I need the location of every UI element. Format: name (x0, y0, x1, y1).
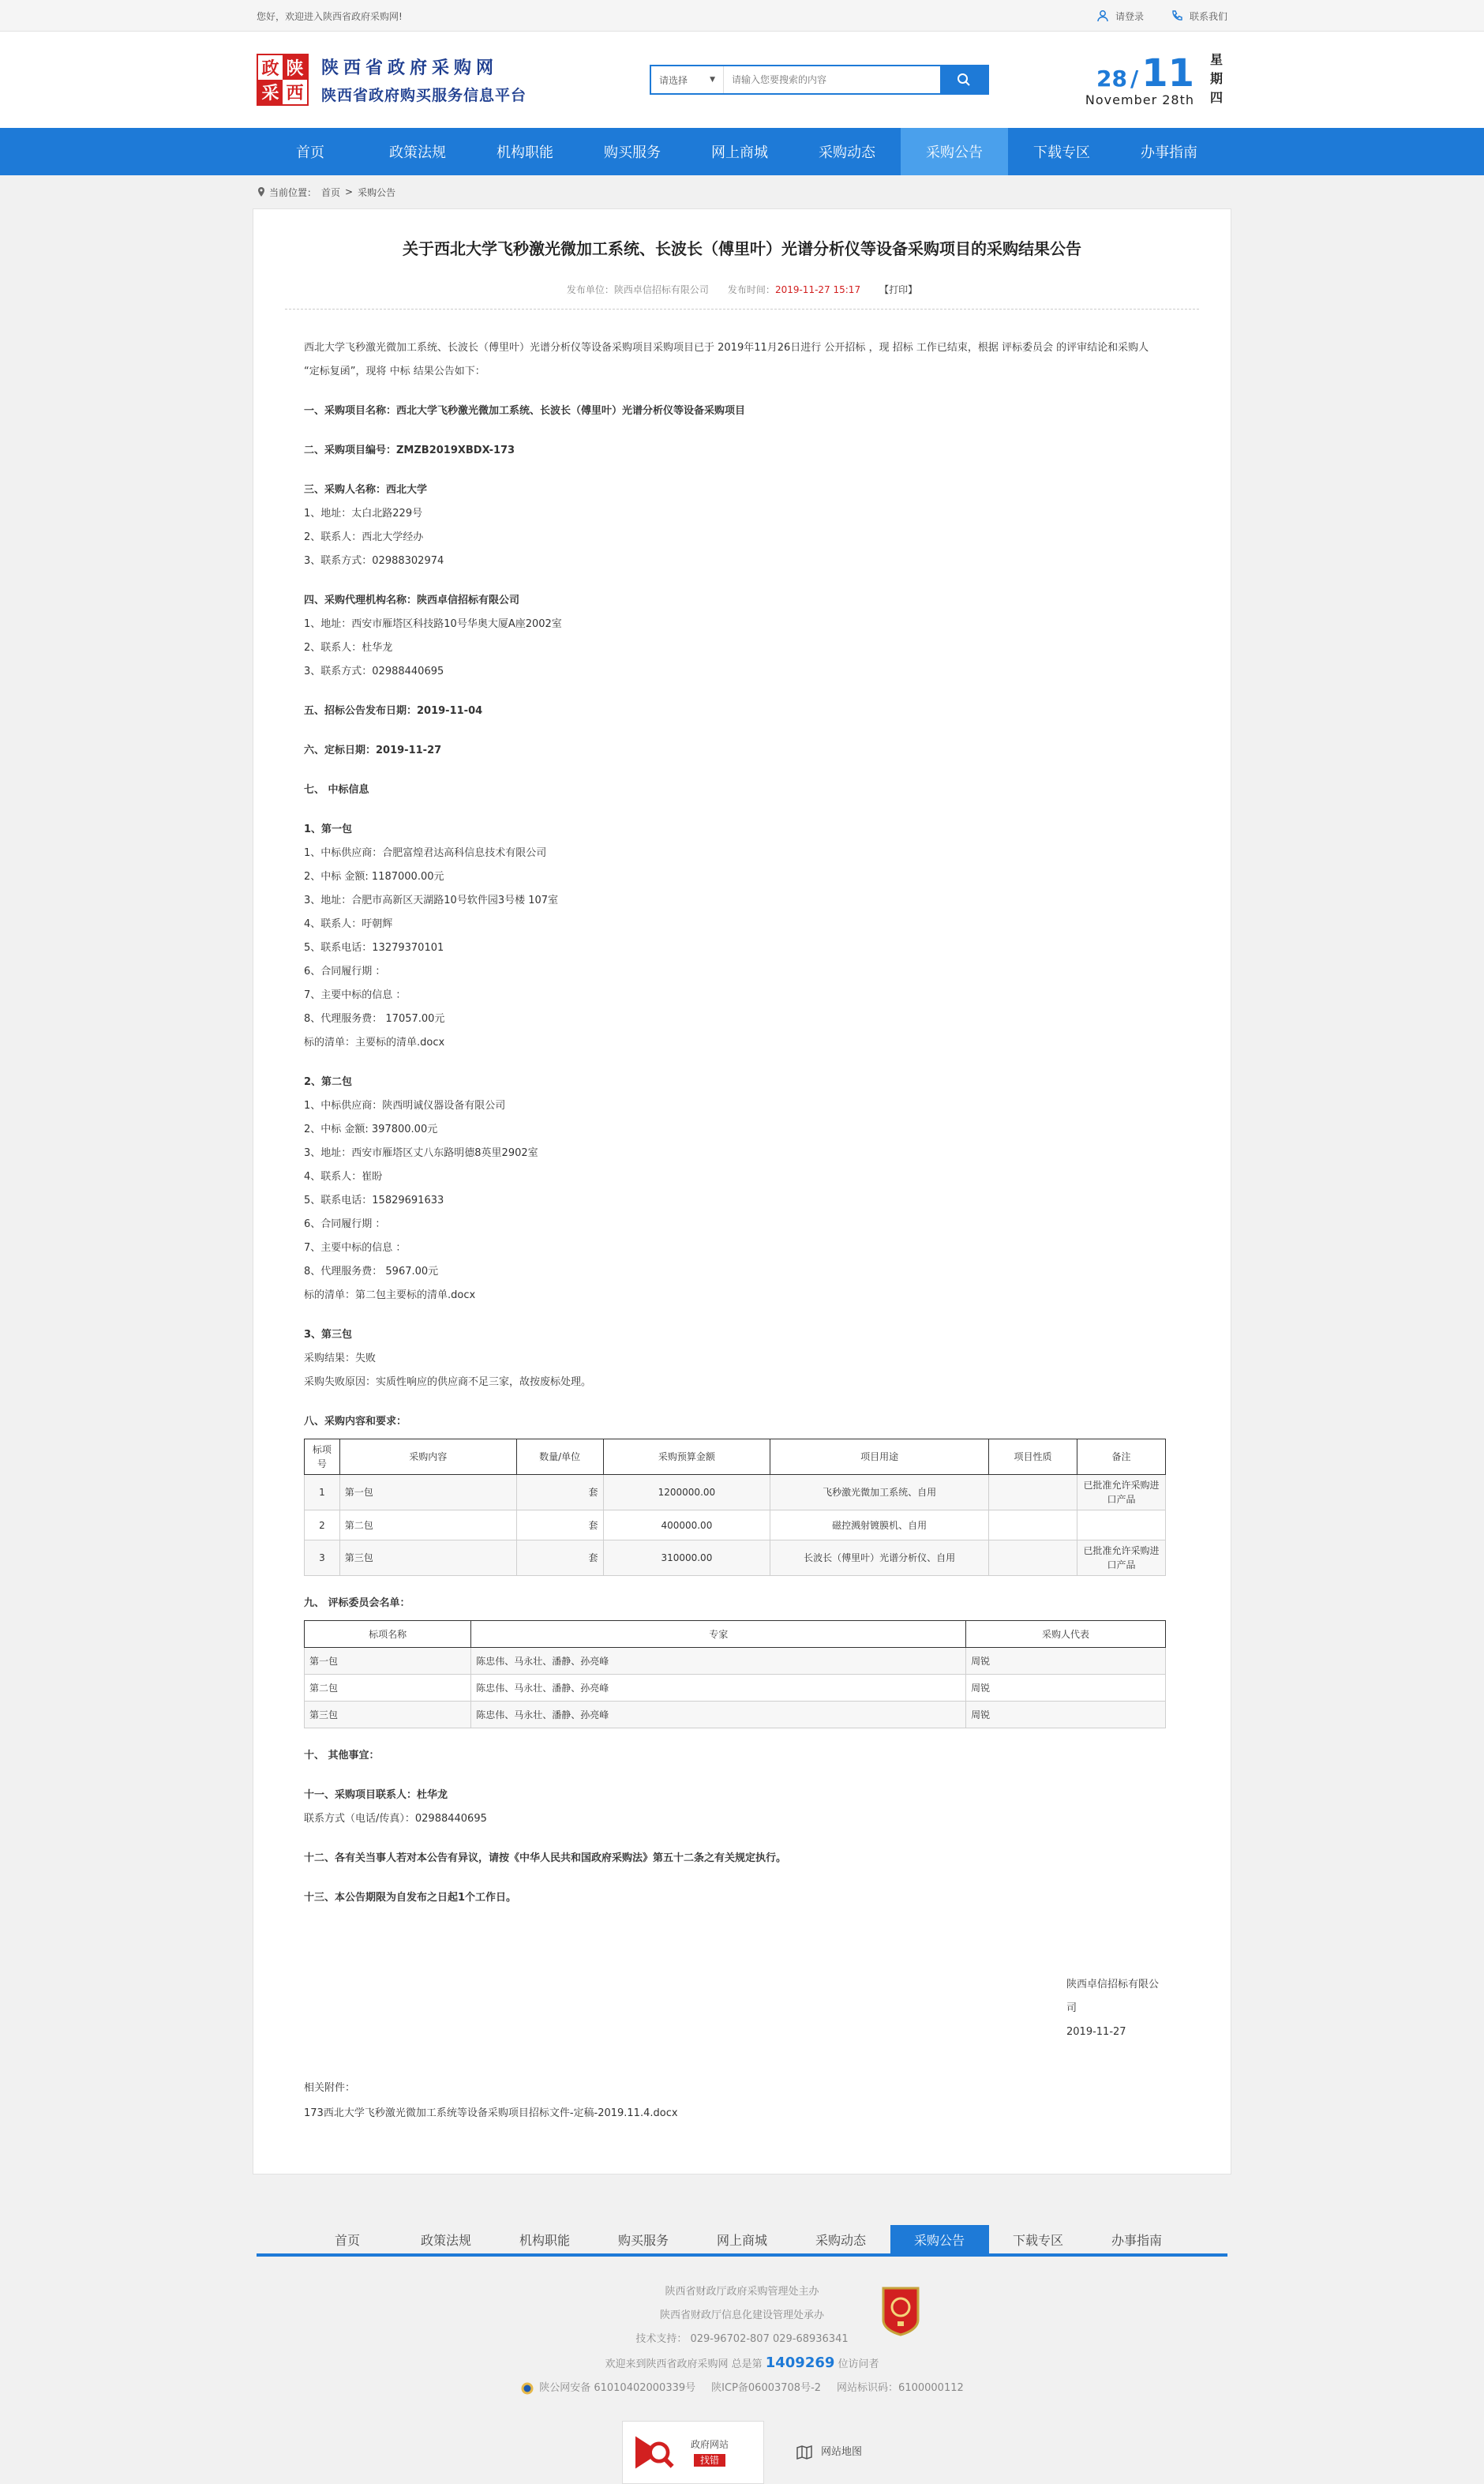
table-cell: 磁控溅射镀膜机、自用 (770, 1510, 989, 1540)
table-cell: 飞秒激光微加工系统、自用 (770, 1475, 989, 1510)
table-header-cell: 专家 (471, 1621, 966, 1648)
logo-char: 采 (258, 80, 283, 104)
date-widget (1085, 51, 1227, 107)
weekday-char: 星 (1210, 52, 1224, 67)
pubtime-value: 2019-11-27 15:17 (774, 284, 861, 295)
logo-char: 西 (283, 80, 307, 104)
body-line: 1、地址：西安市雁塔区科技路10号华奥大厦A座2002室 (304, 618, 562, 630)
attachments (304, 2076, 1166, 2126)
section-heading: 九、 评标委员会名单： (304, 1597, 410, 1609)
table-cell: 第二包 (339, 1510, 516, 1540)
weekday-char: 期 (1210, 71, 1224, 86)
footer-records (257, 2377, 1227, 2400)
date-slash: / (1130, 65, 1139, 92)
site-title (321, 54, 527, 105)
body-line: 2、联系人：杜华龙 (304, 642, 393, 654)
table-row (305, 1475, 1166, 1510)
pubtime-label: 发布时间： (727, 284, 775, 295)
body-line: 标的清单：第二包主要标的清单.docx (304, 1289, 476, 1301)
sitemap-label: 网站地图 (820, 2446, 862, 2458)
table-cell: 第一包 (305, 1648, 471, 1675)
nav-item[interactable]: 首页 (296, 144, 324, 161)
body-line: 3、地址：合肥市高新区天湖路10号软件园3号楼 107室 (304, 895, 559, 906)
body-line: 4、联系人：吁朝辉 (304, 918, 393, 930)
top-bar (0, 0, 1484, 32)
table-cell: 周锐 (966, 1675, 1166, 1702)
table-row (305, 1648, 1166, 1675)
phone-icon (1171, 9, 1183, 22)
error-report-top: 政府网站 (690, 2439, 729, 2450)
main-nav (0, 128, 1484, 175)
attachments-label: 相关附件： (304, 2082, 356, 2094)
caret-down-icon: ▼ (710, 76, 715, 84)
date-weekday (1210, 51, 1227, 107)
table-cell: 周锐 (966, 1648, 1166, 1675)
logo-char: 政 (258, 55, 283, 80)
nav-item[interactable]: 采购公告 (901, 128, 1008, 175)
section-heading: 八、采购内容和要求： (304, 1416, 407, 1428)
body-line: 2、联系人：西北大学经办 (304, 531, 424, 543)
police-badge-icon (520, 2381, 534, 2396)
table-header-cell: 备注 (1077, 1439, 1165, 1475)
footer-nav-item[interactable]: 采购动态 (815, 2232, 866, 2248)
nav-item[interactable]: 购买服务 (604, 144, 661, 161)
table-cell: 陈忠伟、马永壮、潘静、孙亮峰 (471, 1675, 966, 1702)
table-cell: 已批准允许采购进口产品 (1077, 1540, 1165, 1576)
table-cell: 2 (305, 1510, 340, 1540)
table-cell: 套 (516, 1540, 603, 1576)
breadcrumb-home[interactable]: 首页 (321, 186, 341, 198)
body-line: 联系方式（电话/传真）：02988440695 (304, 1813, 487, 1825)
table-cell (989, 1510, 1077, 1540)
table-cell: 第二包 (305, 1675, 471, 1702)
signature-org: 陕西卓信招标有限公司 (1066, 1979, 1160, 2014)
body-line: 6、合同履行期 ： (304, 1218, 386, 1230)
table-header-cell: 标项号 (305, 1439, 340, 1475)
breadcrumb-separator: > (345, 186, 354, 197)
table-cell: 已批准允许采购进口产品 (1077, 1475, 1165, 1510)
table-header-cell: 项目用途 (770, 1439, 989, 1475)
search-icon (957, 73, 971, 87)
location-pin-icon (257, 186, 266, 197)
footer-nav (257, 2225, 1227, 2257)
footer-nav-item[interactable]: 政策法规 (420, 2232, 471, 2248)
body-line: 3、地址：西安市雁塔区丈八东路明德8英里2902室 (304, 1147, 538, 1159)
table-cell: 陈忠伟、马永壮、潘静、孙亮峰 (471, 1702, 966, 1728)
footer-nav-item[interactable]: 首页 (334, 2232, 360, 2248)
article-card (253, 208, 1231, 2174)
article-body (285, 336, 1199, 2126)
section-heading: 七、 中标信息 (304, 784, 369, 796)
body-line: 7、主要中标的信息 ： (304, 989, 407, 1001)
footer-nav-item[interactable]: 采购公告 (890, 2225, 989, 2253)
section-heading: 五、招标公告发布日期：2019-11-04 (304, 705, 483, 717)
contact-link[interactable] (1171, 9, 1227, 23)
header (0, 32, 1484, 128)
article-pubtime (728, 283, 860, 296)
table-header-cell: 标项名称 (305, 1621, 471, 1648)
table-cell: 310000.00 (603, 1540, 770, 1576)
body-line: 8、代理服务费： 5967.00元 (304, 1266, 439, 1278)
nav-item[interactable]: 网上商城 (711, 144, 768, 161)
print-button[interactable]: 【打印】 (879, 284, 918, 295)
body-line: 3、联系方式：02988302974 (304, 555, 444, 567)
table-cell (989, 1540, 1077, 1576)
article-title: 关于西北大学飞秒激光微加工系统、长波长（傅里叶）光谱分析仪等设备采购项目的采购结果公告 (403, 239, 1081, 258)
body-line: 4、联系人：崔盼 (304, 1171, 383, 1183)
visitors-prefix: 欢迎来到陕西省政府采购网 总是第 (605, 2358, 763, 2370)
site-logo[interactable] (257, 54, 309, 106)
breadcrumb (257, 175, 1227, 208)
body-line: 2、中标 金额: 397800.00元 (304, 1124, 438, 1135)
footer-nav-item[interactable]: 网上商城 (716, 2232, 767, 2248)
table-row (305, 1702, 1166, 1728)
date-month: 11 (1141, 51, 1194, 96)
icp-record[interactable]: 陕ICP备06003708号-2 (711, 2382, 822, 2394)
search-button[interactable] (940, 66, 987, 93)
table-cell: 长波长（傅里叶）光谱分析仪、自用 (770, 1540, 989, 1576)
table-header-cell: 采购内容 (339, 1439, 516, 1475)
body-line: 1、中标供应商：合肥富煌君达高科信息技术有限公司 (304, 847, 547, 859)
section-heading: 二、采购项目编号：ZMZB2019XBDX-173 (304, 445, 515, 456)
article-meta (285, 283, 1199, 296)
footer-tech: 技术支持： 029-96702-807 029-68936341 (635, 2333, 849, 2345)
footer-visitors (257, 2351, 1227, 2377)
table-header-cell: 采购人代表 (966, 1621, 1166, 1648)
body-line: 8、代理服务费： 17057.00元 (304, 1013, 445, 1025)
section-heading: 四、采购代理机构名称：陕西卓信招标有限公司 (304, 595, 520, 606)
welcome-text: 您好，欢迎进入陕西省政府采购网! (257, 10, 403, 22)
body-line: 1、地址：太白北路229号 (304, 508, 423, 520)
nav-item[interactable]: 下载专区 (1033, 144, 1090, 161)
article-publisher: 发布单位：陕西卓信招标有限公司 (566, 284, 709, 295)
body-line: 采购失败原因：实质性响应的供应商不足三家，故按废标处理。 (304, 1376, 592, 1388)
section-heading: 六、定标日期：2019-11-27 (304, 745, 442, 756)
section-heading: 十、 其他事宜： (304, 1750, 380, 1762)
nav-item[interactable]: 机构职能 (497, 144, 553, 161)
nav-item[interactable]: 办事指南 (1141, 144, 1197, 161)
contact-label: 联系我们 (1189, 10, 1227, 22)
site-code: 网站标识码：6100000112 (837, 2382, 964, 2394)
body-line: 3、联系方式：02988440695 (304, 666, 444, 677)
user-icon (1096, 9, 1109, 22)
footer-info (257, 2280, 1227, 2484)
site-title-main: 陕西省政府采购网 (321, 58, 499, 78)
table-header-cell: 项目性质 (989, 1439, 1077, 1475)
body-line: 7、主要中标的信息 ： (304, 1242, 407, 1254)
party-emblem-icon (880, 2287, 921, 2336)
police-record-text: 陕公网安备 61010402000339号 (539, 2382, 696, 2394)
package-heading: 2、第二包 (304, 1076, 353, 1088)
footer-host: 陕西省财政厅政府采购管理处主办 (665, 2286, 819, 2298)
login-link[interactable] (1096, 9, 1144, 23)
section-heading: 十一、采购项目联系人：杜华龙 (304, 1789, 448, 1801)
table-row (305, 1675, 1166, 1702)
visitor-count: 1409269 (765, 2355, 835, 2371)
login-label: 请登录 (1115, 10, 1144, 22)
table-row (305, 1510, 1166, 1540)
body-line: 1、中标供应商：陕西明诚仪器设备有限公司 (304, 1100, 506, 1112)
table-header-cell: 数量/单位 (516, 1439, 603, 1475)
search-input[interactable] (724, 66, 940, 93)
gov-site-error-report[interactable] (622, 2421, 764, 2484)
search-category-label: 请选择 (659, 74, 688, 86)
meta-divider (285, 309, 1199, 310)
article-intro: 西北大学飞秒激光微加工系统、长波长（傅里叶）光谱分析仪等设备采购项目采购项目已于 2019年11月26日进行 公开招标 ，现 招标 工作已结束，根据 评标委员会 的评审结论和采购人 “定标复函”，现将 中标 结果公告如下： (304, 342, 1149, 377)
section-heading: 十二、各有关当事人若对本公告有异议，请按《中华人民共和国政府采购法》第五十二条之有关规定执行。 (304, 1852, 787, 1864)
footer-nav-item[interactable]: 下载专区 (1012, 2232, 1063, 2248)
visitors-suffix: 位访问者 (838, 2358, 879, 2370)
signature-date: 2019-11-27 (1066, 2026, 1126, 2038)
footer (0, 2201, 1484, 2484)
nav-item[interactable]: 采购动态 (819, 144, 875, 161)
table-header-cell: 采购预算金额 (603, 1439, 770, 1475)
table-cell: 1 (305, 1475, 340, 1510)
table-cell: 第三包 (339, 1540, 516, 1576)
table-cell: 400000.00 (603, 1510, 770, 1540)
procurement-content-table (304, 1439, 1166, 1576)
map-icon (796, 2444, 813, 2461)
body-line: 标的清单：主要标的清单.docx (304, 1037, 445, 1049)
section-heading: 一、采购项目名称：西北大学飞秒激光微加工系统、长波长（傅里叶）光谱分析仪等设备采购项目 (304, 405, 746, 417)
body-line: 6、合同履行期 ： (304, 966, 386, 977)
table-cell: 第三包 (305, 1702, 471, 1728)
site-title-sub: 陕西省政府购买服务信息平台 (321, 87, 527, 104)
body-line: 2、中标 金额: 1187000.00元 (304, 871, 444, 883)
breadcrumb-current[interactable]: 采购公告 (358, 186, 396, 198)
logo-char: 陕 (283, 55, 307, 80)
footer-nav-item[interactable]: 购买服务 (617, 2232, 669, 2248)
attachment-link[interactable]: 173西北大学飞秒激光微加工系统等设备采购项目招标文件-定稿-2019.11.4.docx (304, 2107, 678, 2119)
body-line: 5、联系电话：13279370101 (304, 942, 444, 954)
error-report-bottom: 找错 (694, 2454, 725, 2467)
table-cell: 陈忠伟、马永壮、潘静、孙亮峰 (471, 1648, 966, 1675)
police-record-link[interactable] (520, 2377, 695, 2400)
footer-support-org: 陕西省财政厅信息化建设管理处承办 (659, 2310, 824, 2321)
breadcrumb-label: 当前位置： (269, 186, 317, 198)
sitemap-link[interactable] (796, 2441, 862, 2464)
section-heading: 十三、本公告期限为自发布之日起1个工作日。 (304, 1892, 517, 1904)
table-row (305, 1540, 1166, 1576)
table-cell: 1200000.00 (603, 1475, 770, 1510)
search-category-select[interactable] (651, 66, 724, 93)
table-cell: 第一包 (339, 1475, 516, 1510)
package-heading: 3、第三包 (304, 1329, 353, 1341)
footer-nav-item[interactable]: 办事指南 (1111, 2232, 1162, 2248)
body-line: 5、联系电话：15829691633 (304, 1195, 444, 1206)
table-cell: 套 (516, 1475, 603, 1510)
body-line: 采购结果：失败 (304, 1353, 377, 1364)
date-day: 28 (1096, 65, 1127, 92)
weekday-char: 四 (1210, 90, 1224, 105)
footer-nav-item[interactable]: 机构职能 (519, 2232, 570, 2248)
magnifier-icon (635, 2430, 680, 2475)
nav-item[interactable]: 政策法规 (389, 144, 446, 161)
search-bar (650, 65, 989, 95)
table-cell (1077, 1510, 1165, 1540)
table-cell (989, 1475, 1077, 1510)
committee-table (304, 1620, 1166, 1728)
signature-block (1066, 1973, 1166, 2044)
table-cell: 周锐 (966, 1702, 1166, 1728)
table-cell: 3 (305, 1540, 340, 1576)
section-heading: 三、采购人名称：西北大学 (304, 484, 428, 496)
table-cell: 套 (516, 1510, 603, 1540)
date-english: November 28th (1085, 92, 1194, 107)
package-heading: 1、第一包 (304, 824, 353, 835)
